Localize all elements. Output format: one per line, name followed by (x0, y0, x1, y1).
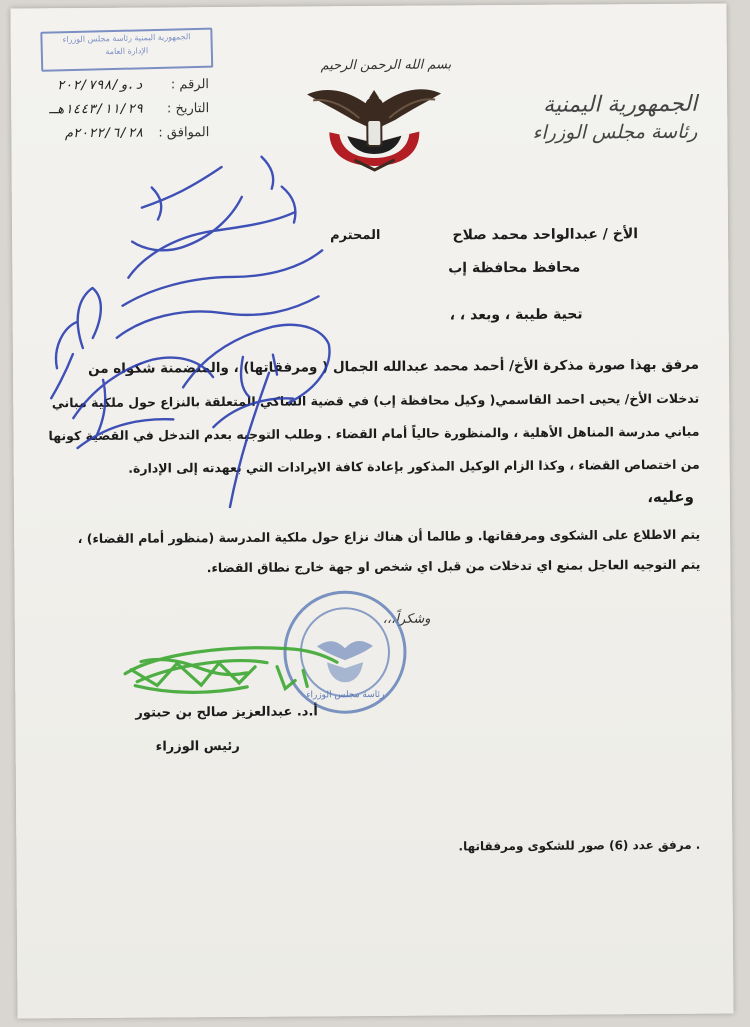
greeting: تحية طيبة ، وبعد ، ، (449, 306, 583, 324)
reference-corresponding-label: الموافق : (158, 125, 210, 141)
reference-number-value: د.و/٢٠٢/٧٩٨ (56, 77, 143, 94)
office-title: رئاسة مجلس الوزراء (532, 120, 698, 144)
paragraph-line: مباني مدرسة المناهل الأهلية ، والمنظورة حالياً أمام القضاء . وطلب التوجيه بعدم التدخل في القضية كونها (48, 423, 700, 444)
paragraph-line: من اختصاص القضاء ، وكذا الزام الوكيل المذكور بإعادة كافة الايرادات التي بعهدته إلى الإدارة. (128, 456, 700, 476)
signatory-name: أ.د. عبدالعزيز صالح بن حبتور (135, 704, 318, 721)
paragraph-line: مرفق بهذا صورة مذكرة الأخ/ أحمد محمد عبدالله الجمال ( ومرفقاتها) ، والمتضمنة شكواه من (87, 356, 700, 377)
reference-corresponding-value: ٢٠٢٢/٦/٢٨م (64, 125, 144, 142)
document-page (10, 4, 733, 1019)
directive-line: يتم الاطلاع على الشكوى ومرفقاتها. و طالما أن هناك نزاع حول ملكية المدرسة (منظور أمام القضاء) ، (77, 526, 701, 547)
closing: وشكراً،،، (382, 611, 431, 627)
green-signature-icon (117, 622, 348, 714)
reference-date-value: ١٤٤٣/١١/٢٩هـ (49, 101, 144, 118)
directive-line: يتم التوجيه العاجل بمنع اي تدخلات من قبل اي شخص او جهة خارج نطاق القضاء. (206, 556, 701, 576)
header-titles (532, 92, 697, 144)
registry-stamp-line-1: الجمهورية اليمنية رئاسة مجلس الوزراء (62, 32, 191, 45)
attachment-note: . مرفق عدد (6) صور للشكوى ومرفقاتها. (458, 837, 701, 854)
paragraph-line: تدخلات الأخ/ يحيى احمد القاسمي( وكيل محافظة إب) في قضية الشاكي المتعلقة بالنزاع حول ملكية مباني (51, 390, 700, 411)
addressee-line (452, 226, 638, 243)
reference-number-label: الرقم : (170, 77, 210, 93)
handwritten-annotation-icon (31, 126, 364, 528)
addressee-prefix: الأخ / (602, 226, 639, 243)
addressee-name: عبدالواحد محمد صلاح (452, 226, 598, 244)
registry-stamp (40, 28, 213, 72)
republic-title: الجمهورية اليمنية (543, 91, 698, 118)
signatory-title: رئيس الوزراء (155, 738, 240, 755)
honorific: المحترم (330, 227, 381, 244)
registry-stamp-line-2: الإدارة العامة (105, 46, 149, 57)
reference-number-row (39, 73, 209, 98)
reference-date-label: التاريخ : (166, 101, 210, 117)
therefore-heading: وعليه، (647, 487, 694, 507)
directives (77, 520, 701, 584)
addressee-title: محافظ محافظة إب (448, 259, 581, 277)
basmala: بسم الله الرحمن الرحيم (320, 57, 452, 74)
seal-text: رئاسة مجلس الوزراء (306, 689, 385, 701)
reference-date-row (39, 97, 209, 122)
